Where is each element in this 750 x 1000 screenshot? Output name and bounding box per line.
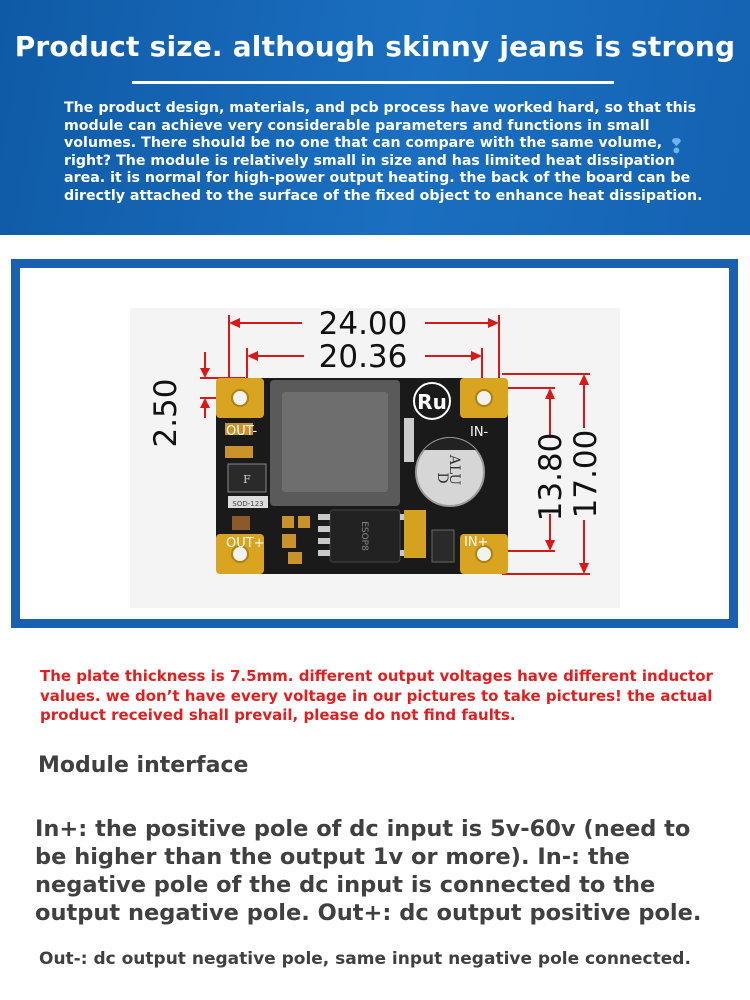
- chip-pin-3: [318, 538, 330, 544]
- diode-label: F: [243, 473, 251, 486]
- chip-pin-1: [318, 514, 330, 520]
- page-title: Product size. although skinny jeans is strong: [14, 30, 736, 63]
- header-description: The product design, materials, and pcb process have worked hard, so that this module can achieve very considerable parameters and functions in small volumes. There should be no one that can compare with the same volume, right? The module is relatively small in size and has limited heat dissipation area. it is normal for high-power output heating. the back of the board can be directly attached to the surface of the fixed object to enhance heat dissipation.: [64, 100, 703, 204]
- smd-resistor-2: [225, 446, 253, 458]
- dim-17-label: 17.00: [568, 429, 604, 519]
- chip-pin-2: [318, 526, 330, 532]
- product-size-panel: [20, 268, 729, 619]
- ru-logo-icon: Ru: [417, 390, 447, 414]
- dim-2-50-label: 2.50: [148, 378, 184, 448]
- module-interface-description: In+: the positive pole of dc input is 5v-60v (need to be higher than the output 1v or more). In-: the negative pole of the dc input is connected to the output negative pole. Out+: dc output positive pole.: [35, 816, 702, 926]
- pad-hole-out-minus: [232, 390, 248, 406]
- smd-cap-1: [282, 516, 294, 528]
- chip-label: ESOP8: [359, 521, 369, 551]
- label-out-minus: OUT-: [226, 424, 258, 439]
- pad-hole-in-minus: [476, 390, 492, 406]
- capacitor-label-2: D: [434, 472, 450, 484]
- chip-pin-4: [318, 550, 330, 556]
- label-in-plus: IN+: [464, 535, 489, 550]
- smd-cap-small: [232, 516, 250, 530]
- product-size-frame: [11, 259, 738, 628]
- smd-cap-2: [298, 516, 310, 528]
- board-dimension-diagram: [20, 268, 729, 619]
- label-in-minus: IN-: [470, 425, 489, 440]
- tantalum-cap: [404, 510, 426, 558]
- dim-20-label: 20.36: [318, 339, 408, 375]
- out-minus-description: Out-: dc output negative pole, same input negative pole connected.: [39, 949, 691, 969]
- inductor-core: [282, 392, 388, 492]
- header-banner: [0, 0, 750, 235]
- pcb-board: [216, 378, 508, 574]
- sod-label: SOD-123: [232, 500, 264, 508]
- smd-resistor-right: [404, 418, 414, 462]
- capacitor-label-1: ALU: [446, 454, 462, 486]
- dim-13-label: 13.80: [533, 432, 569, 522]
- smd-cap-3: [282, 534, 296, 548]
- module-interface-title: Module interface: [38, 753, 249, 778]
- watermark-icon: ❢: [668, 134, 685, 158]
- dim-24-label: 24.00: [318, 306, 408, 342]
- diode-right: [432, 530, 454, 562]
- thickness-notice: The plate thickness is 7.5mm. different output voltages have different inductor values. we don’t have every voltage in our pictures to take pictures! the actual product received shall prevail, please do not find faults.: [40, 667, 713, 724]
- title-underline: [132, 81, 614, 84]
- smd-cap-4: [288, 552, 302, 564]
- label-out-plus: OUT+: [226, 536, 265, 551]
